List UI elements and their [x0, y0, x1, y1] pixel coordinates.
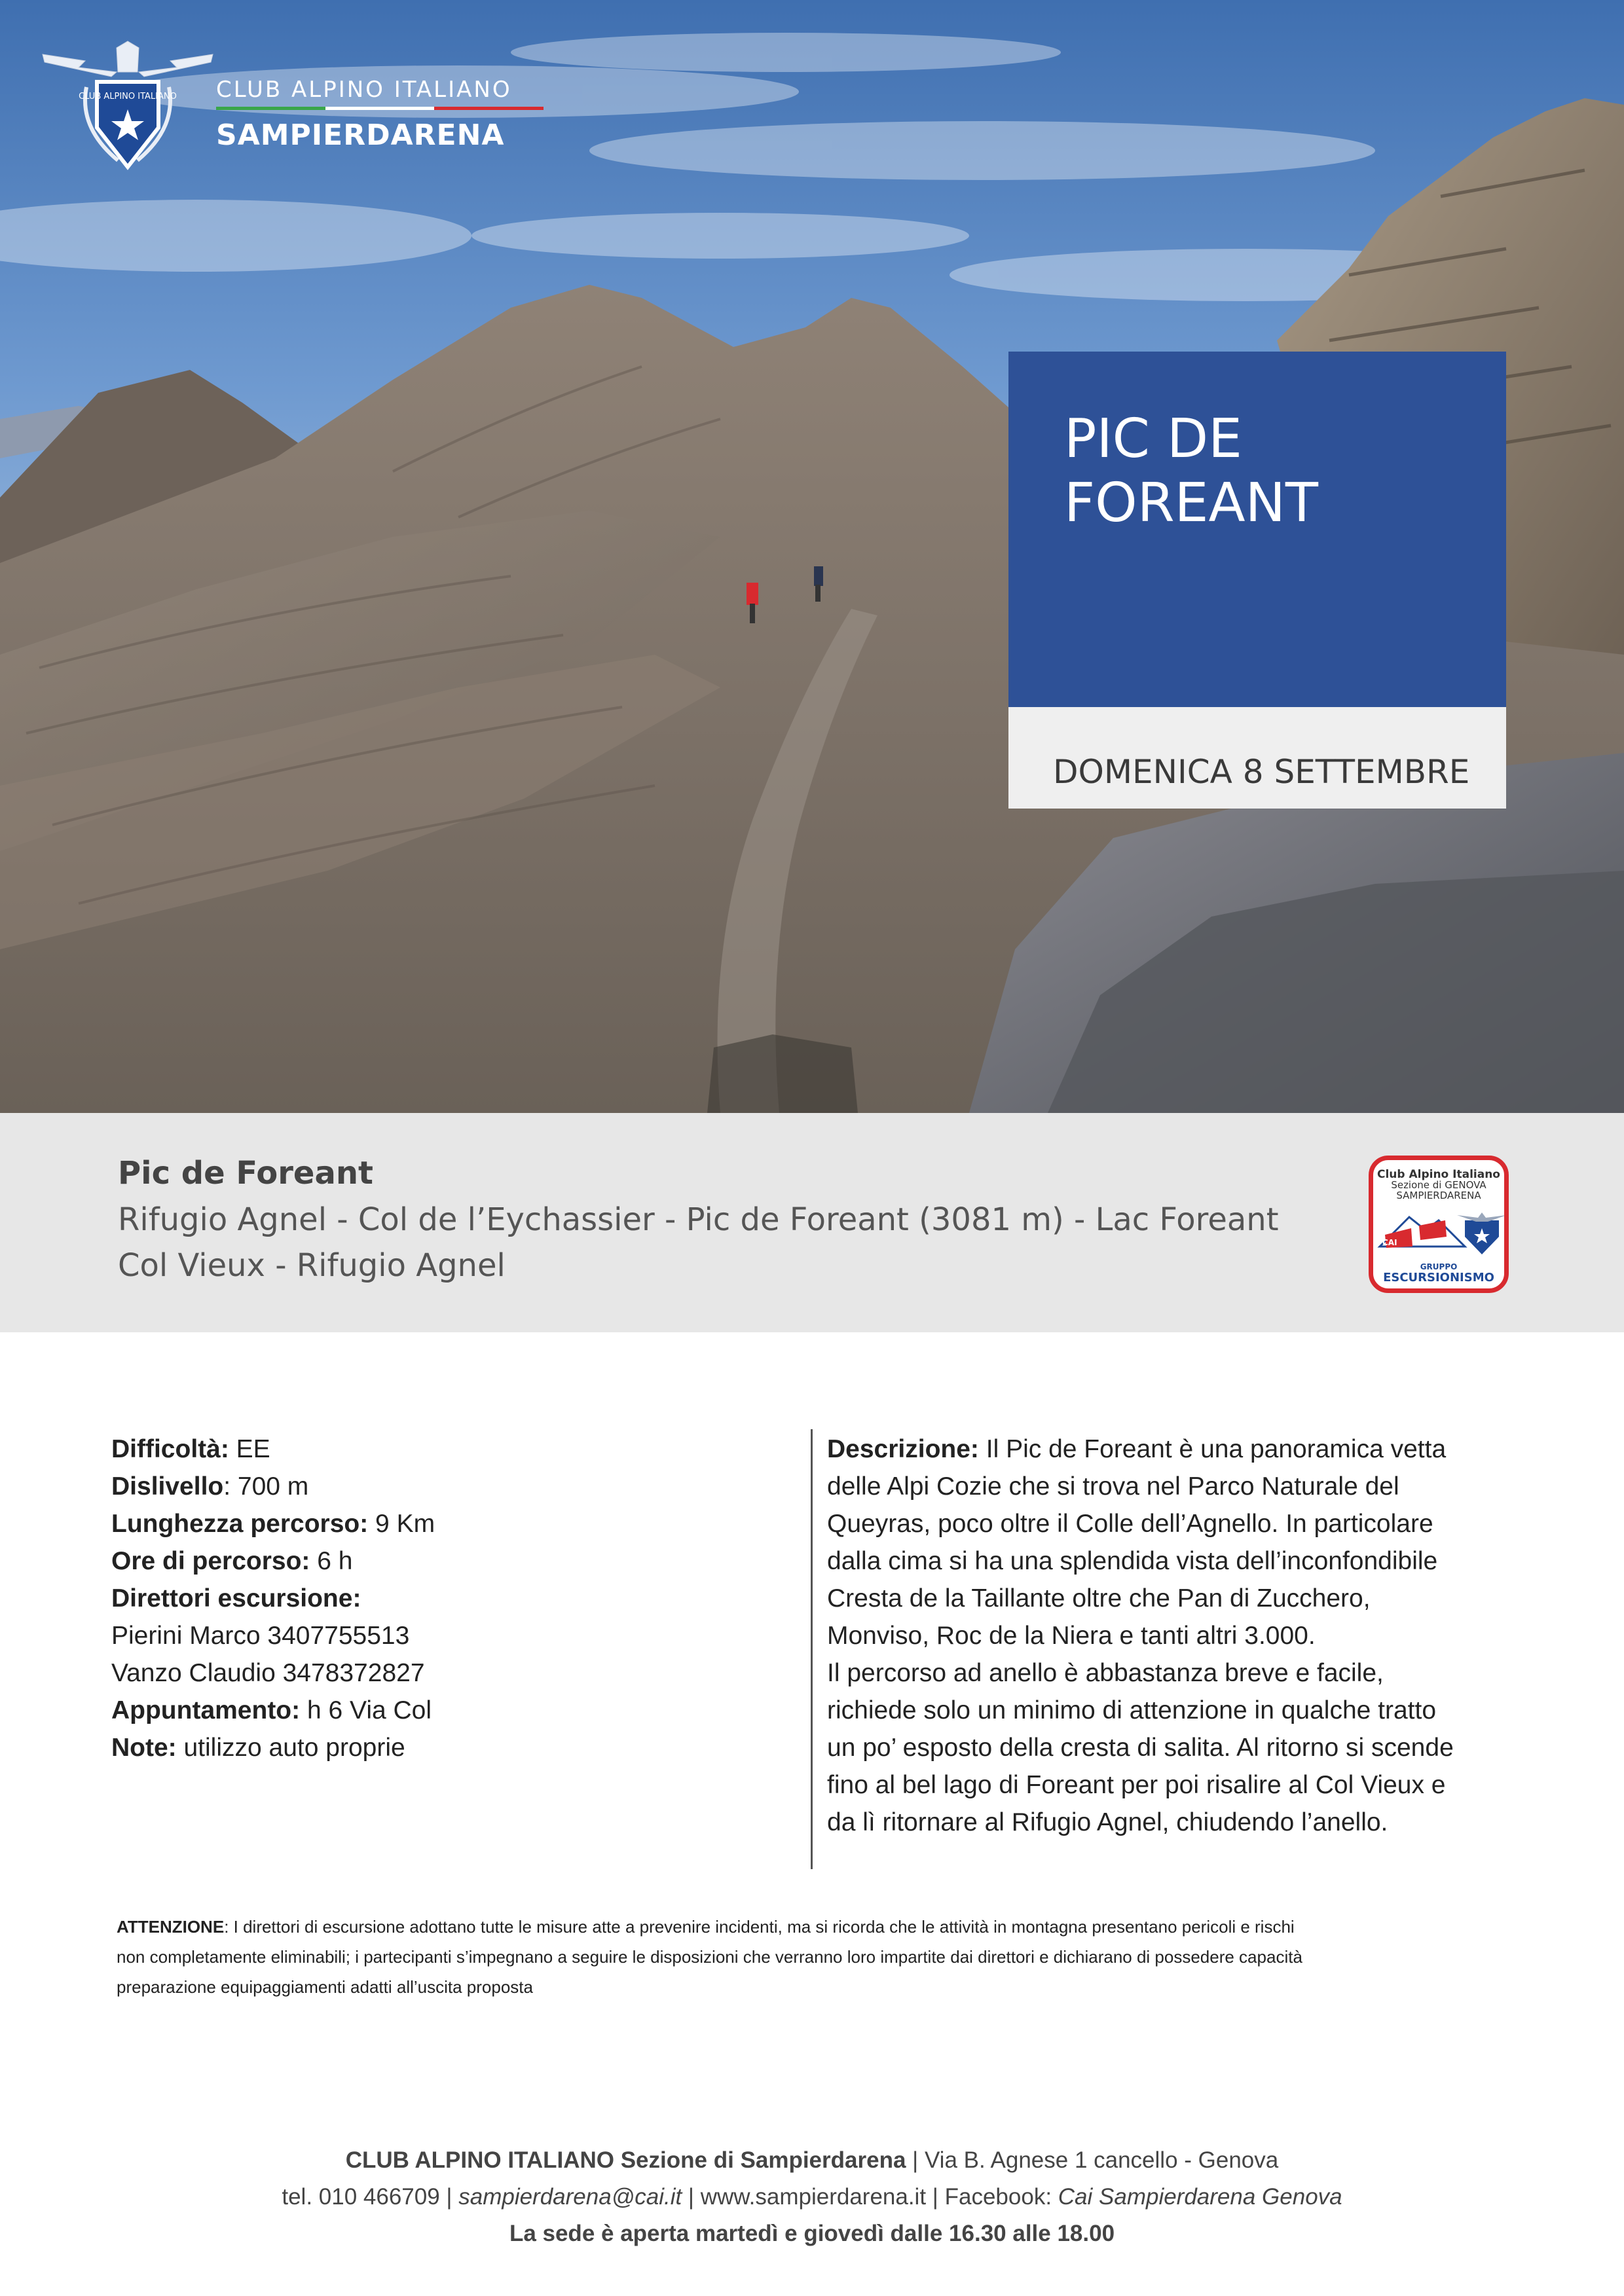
- notice-label: ATTENZIONE: [117, 1917, 225, 1937]
- column-divider: [811, 1429, 813, 1869]
- org-name-line1: CLUB ALPINO ITALIANO: [216, 77, 512, 103]
- director-2: Vanzo Claudio 3478372827: [111, 1659, 425, 1687]
- meeting-label: Appuntamento:: [111, 1696, 301, 1724]
- description-line: Il percorso ad anello è abbastanza breve e facile,: [827, 1659, 1384, 1687]
- route-title: Pic de Foreant: [118, 1155, 373, 1192]
- directors-label: Direttori escursione:: [111, 1584, 361, 1613]
- description-line: richiede solo un minimo di attenzione in qualche tratto: [827, 1696, 1437, 1724]
- elevation-value: : 700 m: [223, 1472, 309, 1501]
- separator: |: [439, 2184, 459, 2210]
- description-line: un po’ esposto della cresta di salita. Al ritorno si scende: [827, 1734, 1454, 1762]
- footer-address: Via B. Agnese 1 cancello - Genova: [924, 2147, 1279, 2173]
- description-line: Monviso, Roc de la Niera e tanti altri 3.000.: [827, 1622, 1316, 1650]
- separator: |: [906, 2147, 925, 2173]
- badge-subsection: SAMPIERDARENA: [1396, 1190, 1481, 1201]
- footer-facebook-label: Facebook:: [944, 2184, 1058, 2210]
- badge-mountain-icon: [1373, 1201, 1504, 1260]
- footer-facebook-link[interactable]: Cai Sampierdarena Genova: [1058, 2184, 1342, 2210]
- org-name-line2: SAMPIERDARENA: [216, 118, 505, 152]
- footer-website-link[interactable]: www.sampierdarena.it: [700, 2184, 927, 2210]
- footer-phone[interactable]: tel. 010 466709: [282, 2184, 440, 2210]
- notes-label: Note:: [111, 1734, 177, 1762]
- description-line: dalla cima si ha una splendida vista dell’inconfondibile: [827, 1547, 1438, 1575]
- footer-opening-hours: La sede è aperta martedì e giovedì dalle 16.30 alle 18.00: [509, 2221, 1115, 2246]
- event-title: PIC DE FOREANT: [1064, 408, 1319, 534]
- notice-line: preparazione equipaggiamenti adatti all’uscita proposta: [117, 1977, 533, 1997]
- length-row: [111, 1505, 766, 1542]
- description: [827, 1430, 1508, 1841]
- cai-logo: [39, 36, 524, 180]
- elevation-row: [111, 1468, 766, 1505]
- notice-line: non completamente eliminabili; i partecipanti s’impegnano a seguire le disposizioni che verranno loro impartite dai direttori e dichiarano di possedere capacità: [117, 1947, 1302, 1967]
- meeting-value: h 6 Via Col: [300, 1696, 432, 1724]
- footer-org: CLUB ALPINO ITALIANO Sezione di Sampierdarena: [345, 2147, 906, 2173]
- badge-gruppo: GRUPPO: [1420, 1262, 1458, 1271]
- badge-bottom-text: [1373, 1262, 1504, 1285]
- description-line: da lì ritornare al Rifugio Agnel, chiudendo l’anello.: [827, 1808, 1388, 1836]
- notes-row: [111, 1729, 766, 1766]
- meeting-row: [111, 1692, 766, 1729]
- difficulty-row: [111, 1430, 766, 1468]
- hours-label: Ore di percorso:: [111, 1547, 310, 1575]
- description-line: Queyras, poco oltre il Colle dell’Agnello. In particolare: [827, 1510, 1433, 1538]
- italian-flag-stripe: [216, 107, 544, 110]
- description-line: fino al bel lago di Foreant per poi risalire al Col Vieux e: [827, 1771, 1446, 1799]
- notice-text: : I direttori di escursione adottano tutte le misure atte a prevenire incidenti, ma si ricorda che le attività in montagna presentano pericoli e rischi: [224, 1917, 1295, 1937]
- footer: [0, 2142, 1624, 2252]
- difficulty-label: Difficoltà:: [111, 1435, 229, 1463]
- hours-value: 6 h: [310, 1547, 353, 1575]
- length-value: 9 Km: [368, 1510, 435, 1538]
- badge-section: Sezione di GENOVA: [1391, 1179, 1486, 1191]
- description-line: Cresta de la Taillante oltre che Pan di Zucchero,: [827, 1584, 1371, 1613]
- badge-org: Club Alpino Italiano: [1376, 1168, 1500, 1181]
- route-band: [0, 1113, 1624, 1332]
- footer-line-2: [0, 2179, 1624, 2215]
- directors-row: [111, 1580, 766, 1617]
- footer-line-3: [0, 2215, 1624, 2252]
- separator: |: [926, 2184, 945, 2210]
- description-label: Descrizione:: [827, 1435, 979, 1463]
- route-line-1: Rifugio Agnel - Col de l’Eychassier - Pic de Foreant (3081 m) - Lac Foreant: [118, 1201, 1279, 1238]
- svg-text:CLUB ALPINO ITALIANO: CLUB ALPINO ITALIANO: [79, 92, 177, 101]
- event-date: DOMENICA 8 SETTEMBRE: [1053, 753, 1470, 791]
- svg-text:CAI: CAI: [1382, 1238, 1397, 1247]
- event-date-box: [1008, 707, 1506, 809]
- gruppo-escursionismo-badge: [1369, 1156, 1509, 1293]
- safety-notice: [117, 1912, 1518, 2002]
- description-line: delle Alpi Cozie che si trova nel Parco Naturale del: [827, 1472, 1399, 1501]
- description-text: Il Pic de Foreant è una panoramica vetta: [978, 1435, 1447, 1463]
- director-1: Pierini Marco 3407755513: [111, 1622, 410, 1650]
- separator: |: [682, 2184, 701, 2210]
- badge-top-text: [1373, 1169, 1504, 1201]
- route-line-2: Col Vieux - Rifugio Agnel: [118, 1247, 506, 1284]
- event-title-box: [1008, 352, 1506, 707]
- elevation-label: Dislivello: [111, 1472, 224, 1501]
- cai-eagle-emblem-icon: [39, 36, 216, 173]
- trip-details: [111, 1430, 766, 1766]
- notice-line: [117, 1912, 1518, 1942]
- notes-value: utilizzo auto proprie: [176, 1734, 405, 1762]
- footer-line-1: [0, 2142, 1624, 2179]
- description-line: [827, 1430, 1508, 1468]
- length-label: Lunghezza percorso:: [111, 1510, 369, 1538]
- hours-row: [111, 1542, 766, 1580]
- hero-photo: [0, 0, 1624, 1113]
- badge-escursionismo: ESCURSIONISMO: [1383, 1271, 1494, 1285]
- footer-email-link[interactable]: sampierdarena@cai.it: [458, 2184, 682, 2210]
- difficulty-value: EE: [229, 1435, 270, 1463]
